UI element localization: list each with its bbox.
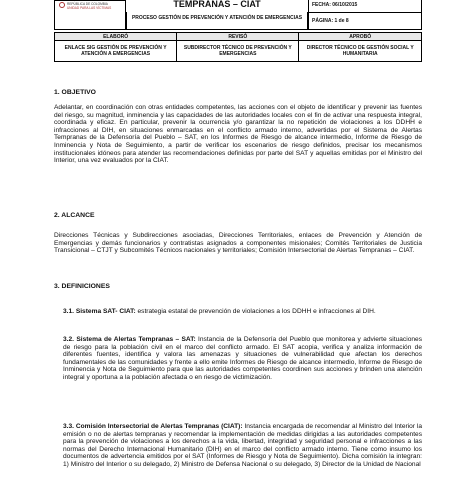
header-elaboro: ELABORÓ [55,33,177,41]
definition-1-term: 3.1. Sistema SAT- CIAT: [63,308,136,315]
page-number: PÁGINA: 1 de 8 [308,12,422,30]
section-objetivo-title: 1. OBJETIVO [54,89,96,96]
definition-2-text: Instancia de la Defensoría del Pueblo que monitorea y advierte situaciones de riesgo para la población civil en el marco del conflicto armado. El SAT acopia, verifica y analiza información de diferentes fuentes, identifica y valora las amenazas y situaciones de vulnerabilidad que afectan los derechos fundamentales de las comunidades y frente a ello emite Informes de Riesgo de alcance intermedio, Informe de Riesgo de Inminencia y Nota de Seguimiento para que las autoridades competentes coordinen sus acciones y brinden una atención integral y oportuna a la población afectada o en riesgo de victimización. [63,336,422,381]
definition-1-text: estrategia estatal de prevención de violaciones a los DDHH e infracciones al DIH. [135,308,376,315]
date-field: FECHA: 06/10/2015 [308,0,422,13]
header-reviso: REVISÓ [177,33,299,41]
logo-line1: REPÚBLICA DE COLOMBIA [67,2,108,6]
logo-line2: UNIDAD PARA LAS VÍCTIMAS [67,6,112,10]
section-alcance-title: 2. ALCANCE [54,212,95,219]
definition-3 [63,423,422,469]
value-aprobo: DIRECTOR TÉCNICO DE GESTIÓN SOCIAL Y HUMANITARIA [299,41,422,62]
header-aprobo: APROBÓ [299,33,422,41]
process-title: PROCESO GESTIÓN DE PREVENCIÓN Y ATENCIÓN DE EMERGENCIAS [126,12,308,30]
value-elaboro: ENLACE SIG GESTIÓN DE PREVENCIÓN Y ATENCIÓN A EMERGENCIAS [55,41,177,62]
value-reviso: SUBDIRECTOR TÉCNICO DE PREVENCIÓN Y EMERGENCIAS [177,41,299,62]
section-objetivo-text: Adelantar, en coordinación con otras entidades competentes, las acciones con el objeto de identificar y prevenir las fuentes del riesgo, su magnitud, inminencia y las capacidades de las autoridades locales con el fin de activar una respuesta integral, coordinada y eficaz. En particular, prevenir la ocurrencia y/o garantizar la no repetición de violaciones a los DDHH e infracciones al DIH, en situaciones enmarcadas en el conflicto armado interno, advertidas por el Sistema de Alertas Tempranas de la Defensoría del Pueblo – SAT, en los Informes de Riesgo de alcance intermedio, Informe de Riesgo de Inminencia y Nota de Seguimiento, a partir de verificar los escenarios de riesgo definidos, precisar los mecanismos institucionales idóneos para atender las recomendaciones definidas por parte del SAT y aquellas emitidas por el Ministro del Interior, una vez evaluados por la CIAT. [54,104,422,165]
section-definiciones-title: 3. DEFINICIONES [54,283,110,290]
seal-icon [59,2,65,8]
definition-3-text: Instancia encargada de recomendar al Ministro del Interior la emisión o no de alertas tempranas y recomendar la implementación de medidas dirigidas a las autoridades competentes para la prevención de violaciones a los derechos a la vida, libertad, integridad y seguridad personal e infracciones a las normas del Derecho Internacional Humanitario (DIH) en el marco del conflicto armado interno. Tiene como insumo los documentos de advertencia emitidos por el SAT (Informes de Riesgo y Nota de Seguimiento). Dicha comisión la integran: 1) Ministro del Interior o su delegado, 2) Ministro de Defensa Nacional o su delegado, 3) Director de la Unidad de Nacional [63,423,422,468]
definition-3-term: 3.3. Comisión Intersectorial de Alertas Tempranas (CIAT): [63,423,243,430]
definition-2-term: 3.2. Sistema de Alertas Tempranas – SAT: [63,336,196,343]
document-header [54,0,422,30]
logo-box [54,0,126,30]
section-alcance-text: Direcciones Técnicas y Subdirecciones asociadas, Direcciones Territoriales, enlaces de Prevención y Atención de Emergencias y demás funcionarios y contratistas asignados a componentes misionales; Comités Territoriales de Justicia Transicional – CTJT y Subcomités Técnicos nacionales y territoriales; Comisión Intersectorial de Alertas Tempranas – CIAT. [54,232,422,255]
signature-table [54,32,422,62]
definition-2 [63,336,422,382]
definition-1 [63,308,422,316]
document-title: TEMPRANAS – CIAT [173,0,261,9]
